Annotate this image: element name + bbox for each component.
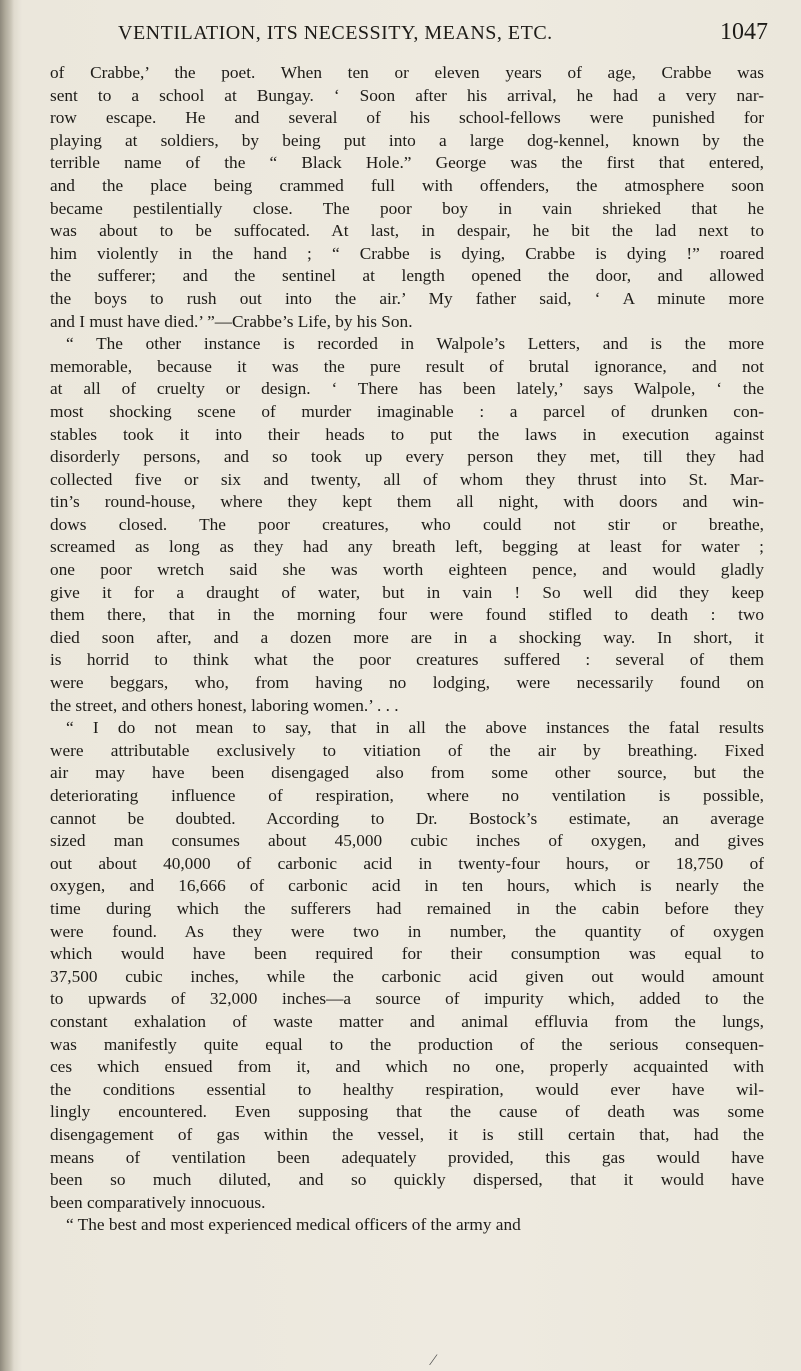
text-line: died soon after, and a dozen more are in a shocking way. In short, it: [50, 627, 764, 647]
text-line: time during which the sufferers had remained in the cabin before they: [50, 898, 764, 918]
text-line: constant exhalation of waste matter and animal effluvia from the lungs,: [50, 1011, 764, 1031]
text-line: the boys to rush out into the air.’ My father said, ‘ A minute more: [50, 288, 764, 308]
text-line: disengagement of gas within the vessel, it is still certain that, had the: [50, 1124, 764, 1144]
text-line: been comparatively innocuous.: [50, 1192, 266, 1212]
text-line: tin’s round-house, where they kept them all night, with doors and win-: [50, 492, 764, 512]
body-text: [50, 62, 764, 1237]
text-line: to upwards of 32,000 inches—a source of impurity which, added to the: [50, 989, 764, 1009]
text-line: the street, and others honest, laboring women.’ . . .: [50, 695, 399, 715]
text-line: became pestilentially close. The poor boy in vain shrieked that he: [50, 198, 764, 218]
text-line: disorderly persons, and so took up every person they met, till they had: [50, 447, 764, 467]
text-line: air may have been disengaged also from some other source, but the: [50, 763, 764, 783]
running-head: VENTILATION, ITS NECESSITY, MEANS, ETC.: [118, 22, 553, 44]
page-number: 1047: [720, 19, 768, 45]
text-line: sent to a school at Bungay. ‘ Soon after his arrival, he had a very nar-: [50, 85, 764, 105]
text-line: and I must have died.’ ”—Crabbe’s Life, by his Son.: [50, 311, 413, 331]
text-line: at all of cruelty or design. ‘ There has been lately,’ says Walpole, ‘ the: [50, 379, 764, 399]
text-line: most shocking scene of murder imaginable : a parcel of drunken con-: [50, 401, 764, 421]
text-line: sized man consumes about 45,000 cubic inches of oxygen, and gives: [50, 831, 764, 851]
text-line: one poor wretch said she was worth eighteen pence, and would gladly: [50, 560, 764, 580]
text-line: playing at soldiers, by being put into a large dog-kennel, known by the: [50, 130, 764, 150]
text-line: the conditions essential to healthy respiration, would ever have wil-: [50, 1079, 764, 1099]
text-line: cannot be doubted. According to Dr. Bostock’s estimate, an average: [50, 808, 764, 828]
text-line: been so much diluted, and so quickly dispersed, that it would have: [50, 1170, 764, 1190]
text-line: is horrid to think what the poor creatures suffered : several of them: [50, 650, 764, 670]
text-line: collected five or six and twenty, all of whom they thrust into St. Mar-: [50, 469, 764, 489]
text-line: out about 40,000 of carbonic acid in twenty-four hours, or 18,750 of: [50, 853, 764, 873]
text-line: give it for a draught of water, but in vain ! So well did they keep: [50, 582, 764, 602]
text-line: memorable, because it was the pure result of brutal ignorance, and not: [50, 356, 764, 376]
page-spine-shadow: [0, 0, 14, 1371]
text-line: was manifestly quite equal to the production of the serious consequen-: [50, 1034, 764, 1054]
text-line: were attributable exclusively to vitiation of the air by breathing. Fixed: [50, 740, 764, 760]
text-line: ces which ensued from it, and which no one, properly acquainted with: [50, 1057, 764, 1077]
stray-mark: ⁄: [432, 1352, 435, 1369]
text-line: 37,500 cubic inches, while the carbonic acid given out would amount: [50, 966, 764, 986]
text-line: screamed as long as they had any breath left, begging at least for water ;: [50, 537, 764, 557]
text-line: them there, that in the morning four were found stifled to death : two: [50, 605, 764, 625]
text-line: deteriorating influence of respiration, where no ventilation is possible,: [50, 786, 764, 805]
text-line: stables took it into their heads to put the laws in execution against: [50, 424, 764, 444]
text-line: row escape. He and several of his school-fellows were punished for: [50, 108, 764, 128]
text-line: means of ventilation been adequately provided, this gas would have: [50, 1147, 764, 1167]
text-line: the sufferer; and the sentinel at length opened the door, and allowed: [50, 266, 764, 286]
page-header: [68, 8, 768, 48]
text-line: dows closed. The poor creatures, who could not stir or breathe,: [50, 514, 764, 534]
text-line: were beggars, who, from having no lodging, were necessarily found on: [50, 673, 764, 693]
text-line: were found. As they were two in number, the quantity of oxygen: [50, 921, 764, 941]
text-line: him violently in the hand ; “ Crabbe is dying, Crabbe is dying !” roared: [50, 243, 764, 263]
text-line: “ The other instance is recorded in Walpole’s Letters, and is the more: [66, 334, 764, 354]
text-line: of Crabbe,’ the poet. When ten or eleven years of age, Crabbe was: [50, 63, 764, 82]
text-line: and the place being crammed full with offenders, the atmosphere soon: [50, 175, 764, 195]
text-line: terrible name of the “ Black Hole.” George was the first that entered,: [50, 153, 764, 173]
text-line: lingly encountered. Even supposing that the cause of death was some: [50, 1102, 764, 1122]
text-line: “ I do not mean to say, that in all the above instances the fatal results: [66, 718, 764, 738]
text-line: was about to be suffocated. At last, in despair, he bit the lad next to: [50, 221, 764, 241]
text-line: which would have been required for their consumption was equal to: [50, 944, 764, 964]
text-line: “ The best and most experienced medical officers of the army and: [66, 1215, 521, 1235]
text-line: oxygen, and 16,666 of carbonic acid in ten hours, which is nearly the: [50, 876, 764, 896]
